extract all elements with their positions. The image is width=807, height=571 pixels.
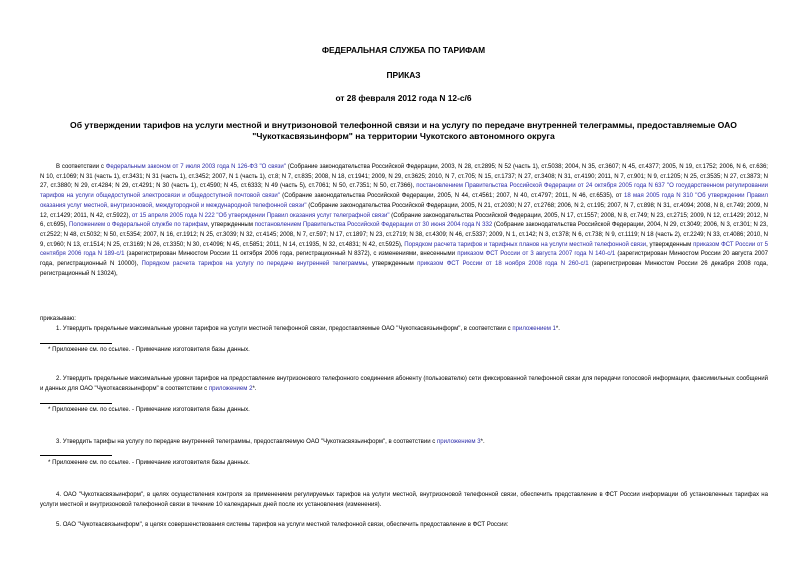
order-item-5: 5. ОАО "Чукоткасвязьинформ", в целях совершенствования системы тарифов на услуги местной телефонной связи, обеспечить предоставление в ФСТ России: (56, 522, 509, 528)
footnote-separator (40, 403, 112, 404)
order-item-1 (40, 325, 768, 335)
footnote-separator (40, 343, 112, 344)
link-appendix-2[interactable]: приложением 2 (208, 385, 253, 392)
item-text: 1. Утвердить предельные максимальные уровни тарифов на услуги местной телефонной связи, предоставляемые ОАО "Чукоткасвязьинформ", в соответствии с (56, 326, 513, 332)
item-text: 3. Утвердить тарифы на услугу по передаче внутренней телеграммы, предоставляемую ОАО "Чукоткасвязьинформ", в соответствии с (56, 439, 437, 445)
agency-name: ФЕДЕРАЛЬНАЯ СЛУЖБА ПО ТАРИФАМ (321, 45, 486, 55)
footnote-separator (40, 455, 112, 456)
preamble-text: В соответствии с (56, 164, 106, 170)
link-fst-regulation[interactable]: Положением о Федеральной службе по тарифам (69, 222, 208, 229)
link-telegram-tariff-procedure[interactable]: Порядком расчета тарифов на услугу по передаче внутренней телеграммы (141, 261, 367, 268)
preamble-text: (Собрание законодательства Российской Федерации, 2005, N 21, ст.2030; N 27, ст.2768; 2006, N 2, ст.195; 2007, N 7, ст.898; N 31, ст.4094; 2008, N 8, ст.749; 2009, N 12, ст.1429; 2011, N 42, ст.5922), (40, 202, 768, 219)
item-text: *. (555, 326, 560, 332)
document-title: Об утверждении тарифов на услуги местной и внутризоновой телефонной связи и на услугу по передаче внутренней телеграммы, предоставляемые ОАО "Чукоткасвязьинформ" на территории Чукотского автономного округа (70, 120, 737, 141)
preamble-text: , утвержденным (646, 241, 694, 248)
item-text: *. (480, 439, 485, 445)
document-date-number: от 28 февраля 2012 года N 12-с/6 (335, 93, 472, 103)
link-resolution-222[interactable]: от 15 апреля 2005 года N 222 "Об утверждении Правил оказания услуг телеграфной связи" (131, 212, 390, 219)
order-item-3 (40, 438, 768, 448)
footnote-3: * Приложение см. по ссылке. - Примечание изготовителя базы данных. (48, 459, 250, 466)
link-resolution-332[interactable]: постановлением Правительства Российской Федерации от 30 июня 2004 года N 332 (254, 222, 493, 229)
footnote-2: * Приложение см. по ссылке. - Примечание изготовителя базы данных. (48, 406, 250, 413)
item-text: *. (252, 385, 257, 392)
preamble-paragraph (40, 163, 768, 279)
preamble-text: (зарегистрирован Минюстом России 11 октября 2006 года, регистрационный N 8372), с изменениями, внесенными (124, 251, 458, 258)
link-resolution-637[interactable]: постановлением Правительства Российской Федерации от 24 октября 2005 года N 637 "О государственном регулировании тарифов на услуги общедоступной электросвязи и общедоступной почтовой связи" (40, 183, 768, 200)
footnote-1: * Приложение см. по ссылке. - Примечание изготовителя базы данных. (48, 346, 250, 353)
link-local-tariff-procedure[interactable]: Порядком расчета тарифов и тарифных планов на услуги местной телефонной связи (404, 241, 647, 248)
preamble-text: (зарегистрирован Минюстом России 26 декабря 2008 года, регистрационный N 13024), (40, 261, 768, 277)
document-type: ПРИКАЗ (386, 70, 421, 80)
link-appendix-3[interactable]: приложением 3 (436, 439, 481, 445)
order-item-2 (40, 375, 768, 394)
link-order-140[interactable]: приказом ФСТ России от 3 августа 2007 года N 140-с/1 (457, 251, 616, 258)
preamble-text: , утвержденным (366, 261, 418, 268)
link-federal-law-126[interactable]: Федеральным законом от 7 июля 2003 года N 126-ФЗ "О связи" (105, 164, 286, 170)
link-order-189[interactable]: приказом ФСТ России от 5 сентября 2006 года N 189-с/1 (40, 241, 768, 258)
preamble-text: (Собрание законодательства Российской Федерации, 2003, N 28, ст.2895; N 52 (часть 1), ст.5038; 2004, N 35, ст.3607; N 45, ст.4377; 2005, N 19, ст.1752; 2006, N 6, ст.636; N 10, ст.1069; N 31 (часть 1), ст.3431; N 31 (часть 1), ст.3452; 2007, N 1 (часть 1), ст.8; N 7, ст.835; 2008, N 18, ст.1941; 2009, N 29, ст.3625; 2010, N 7, ст.705; N 15, ст.1737; N 27, ст.3408; N 31, ст.4190; 2011, N 7, ст.901; N 9, ст.1205; N 25, ст.3535; N 27, ст.3873; N 27, ст.3880; N 29, ст.4284; N 29, ст.4291; N 30 (часть 1), ст.4590; N 45, ст.6333; N 49 (часть 5), ст.7061; N 50, ст.7351; N 50, ст.7366), (40, 164, 768, 190)
link-appendix-1[interactable]: приложением 1 (512, 326, 556, 332)
item-text: 2. Утвердить предельные максимальные уровни тарифов на предоставление внутризонового телефонного соединения абоненту (пользователю) сети фиксированной телефонной связи для передачи голосовой информации, факсимильных сообщений и данных для ОАО "Чукоткасвязьинформ" в соответствии с (40, 376, 768, 392)
order-word: приказываю: (40, 316, 76, 322)
link-order-260[interactable]: приказом ФСТ России от 18 ноября 2008 года N 260-с/1 (417, 261, 589, 268)
preamble-text: (Собрание законодательства Российской Федерации, 2005, N 44, ст.4561; 2007, N 40, ст.4797; 2011, N 46, ст.6535), от (279, 193, 625, 200)
preamble-text: (зарегистрирован Минюстом России 20 августа 2007 года, регистрационный N 10000), (40, 251, 768, 268)
preamble-text: , утвержденным (207, 222, 255, 229)
order-item-4: 4. ОАО "Чукоткасвязьинформ", в целях осуществления контроля за применением регулируемых тарифов на услуги местной, внутризоновой телефонной связи, обеспечить представление в ФСТ России информации об установленных тарифах на услуги местной и внутризоновой телефонной связи в течение 10 календарных дней после их установления (изменения). (40, 492, 768, 508)
link-resolution-310[interactable]: 18 мая 2005 года N 310 "Об утверждении Правил оказания услуг местной, внутризоновой, междугородной и международной телефонной связи" (40, 193, 769, 209)
preamble-text: (Собрание законодательства Российской Федерации, 2005, N 17, ст.1557; 2008, N 8, ст.749; N 23, ст.2715; 2009, N 12, ст.1429; 2012, N 6, ст.695), (40, 212, 768, 229)
preamble-text: (Собрание законодательства Российской Федерации, 2004, N 29, ст.3049; 2006, N 3, ст.301; N 23, ст.2522; N 48, ст.5032; N 50, ст.5354; 2007, N 16, ст.1912; N 25, ст.3039; N 32, ст.4145; 2008, N 7, ст.597; N 17, ст.1897; N 23, ст.2719; N 38, ст.4309; N 46, ст.5337; 2009, N 1, ст.142; N 3, ст.378; N 6, ст.738; N 9, ст.1119; N 18 (часть 2), ст.2249; N 33, ст.4086; 2010, N 9, ст.960; N 13, ст.1514; N 25, ст.3169; N 26, ст.3350; N 30, ст.4096; N 45, ст.5851; 2011, N 14, ст.1935, N 32, ст.4831; N 42, ст.5925), (40, 222, 768, 248)
